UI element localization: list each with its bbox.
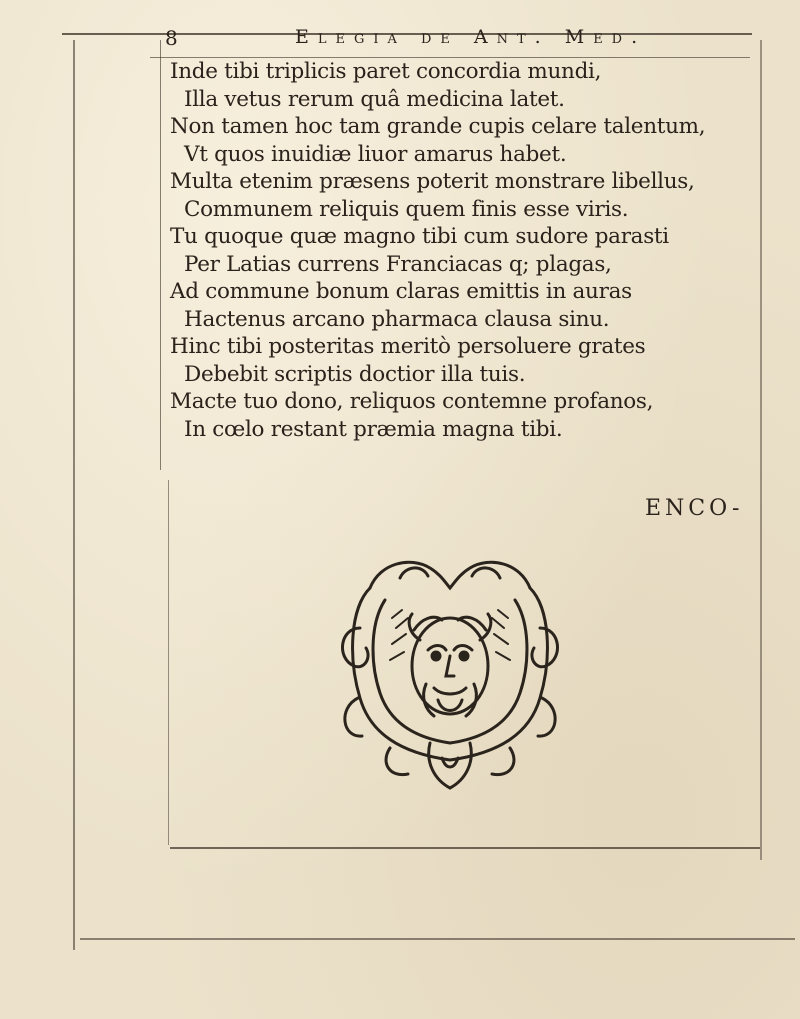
page-number: 8 [165, 26, 180, 50]
frame-left-rule [73, 40, 75, 950]
verse-line: Vt quos inuidiæ liuor amarus habet. [184, 141, 567, 167]
frame-outer-bottom-rule [80, 938, 795, 940]
verse-line: Inde tibi triplicis paret concordia mundi, [170, 59, 602, 84]
elegy-verse-block [170, 58, 710, 443]
verse-line: Illa vetus rerum quâ medicina latet. [184, 86, 565, 112]
verse-line: In cœlo restant præmia magna tibi. [184, 416, 563, 442]
grotesque-mask-headpiece-icon [330, 548, 570, 800]
verse-line: Hinc tibi posteritas meritò persoluere grates [170, 334, 646, 359]
catchword: ENCO- [645, 496, 744, 521]
verse-line: Debebit scriptis doctior illa tuis. [184, 361, 526, 387]
verse-line: Hactenus arcano pharmaca clausa sinu. [184, 306, 610, 332]
verse-line: Per Latias currens Franciacas q; plagas, [184, 251, 612, 277]
text-block-left-rule [160, 40, 161, 470]
verse-line: Macte tuo dono, reliquos contemne profanos, [170, 389, 654, 414]
verse-line: Tu quoque quæ magno tibi cum sudore parasti [170, 224, 669, 249]
frame-bottom-rule [170, 847, 760, 849]
verse-line: Communem reliquis quem finis esse viris. [184, 196, 629, 222]
verse-line: Ad commune bonum claras emittis in auras [170, 279, 632, 304]
running-header [165, 26, 645, 50]
running-title: Elegia de Ant. Med. [295, 26, 647, 48]
verse-line: Non tamen hoc tam grande cupis celare talentum, [170, 114, 706, 139]
verse-line: Multa etenim præsens poterit monstrare libellus, [170, 169, 695, 194]
frame-right-rule [760, 40, 762, 860]
text-block-left-rule-lower [168, 480, 169, 845]
